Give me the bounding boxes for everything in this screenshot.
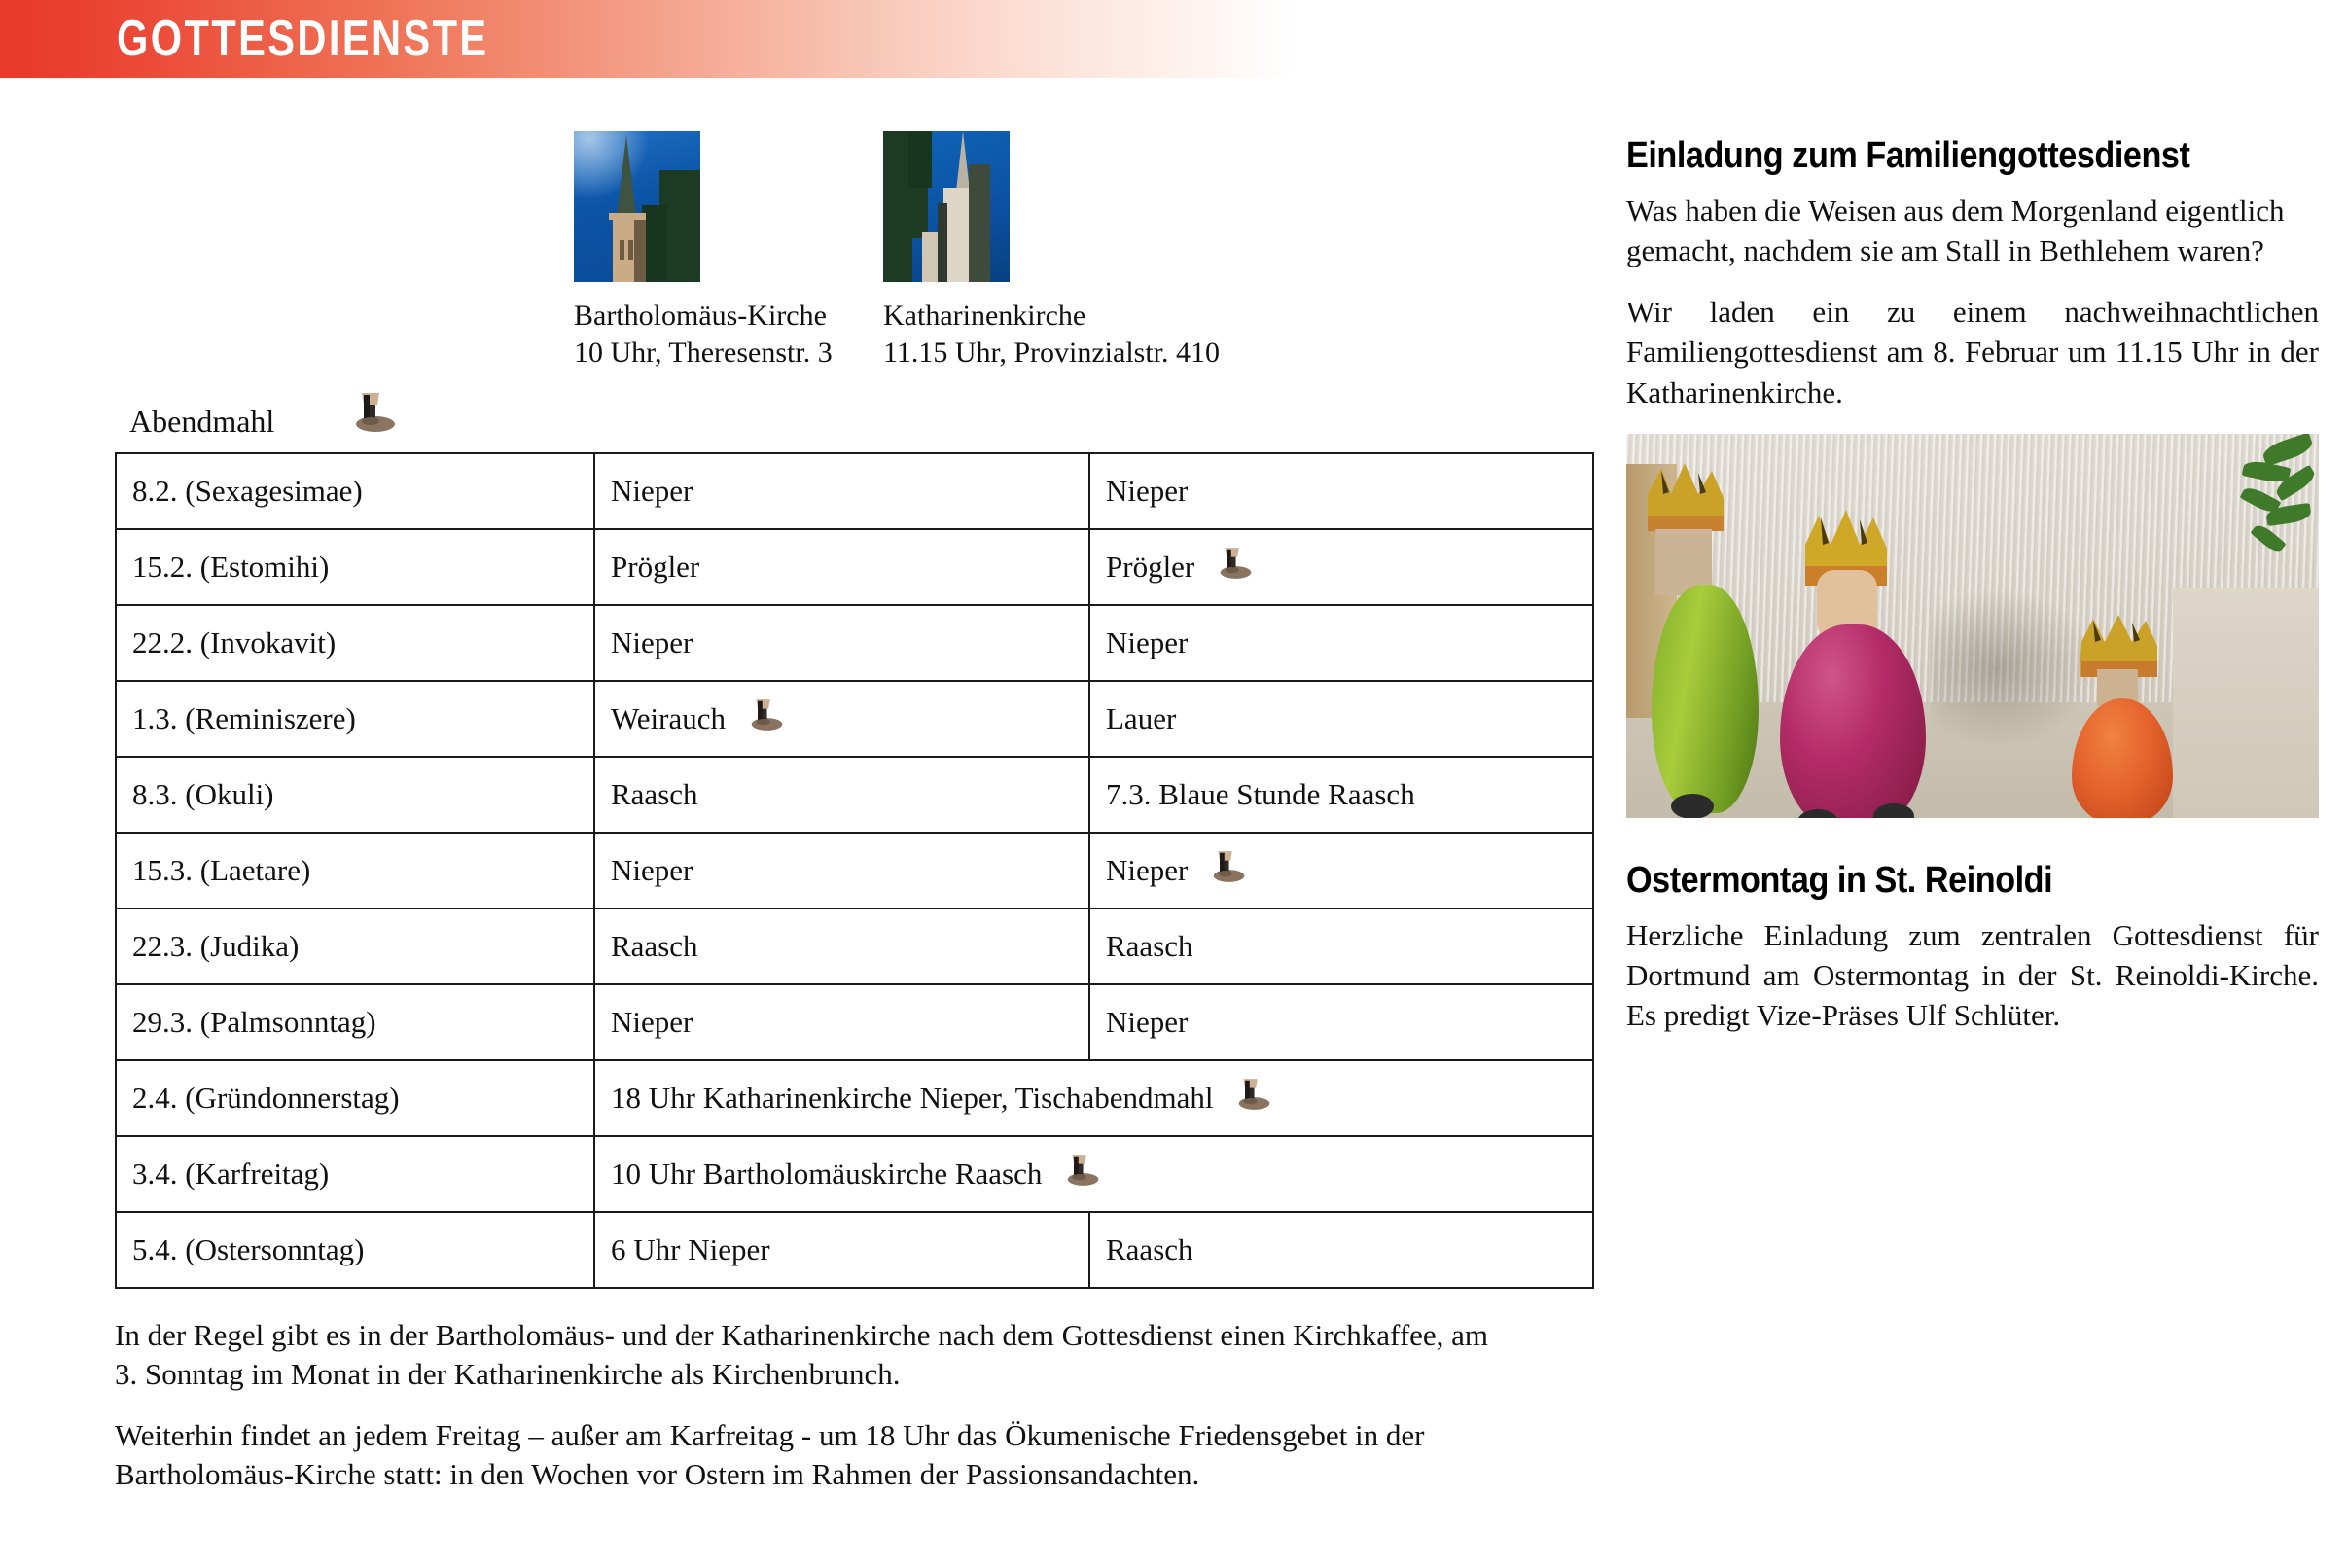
note-friedensgebet: Weiterhin findet an jedem Freitag – außer am Karfreitag - um 18 Uhr das Ökumenische Friedensgebet in der Bartholomäus-Kirche statt: in den Wochen vor Ostern im Rahmen der Passionsandachten. bbox=[115, 1417, 1425, 1491]
service-bartholomaeus-cell bbox=[594, 681, 1089, 757]
service-katharinen-cell bbox=[1089, 605, 1593, 681]
chalice-icon bbox=[1055, 1152, 1100, 1196]
service-date-cell bbox=[116, 909, 594, 984]
table-row bbox=[116, 681, 1593, 757]
service-katharinen-cell bbox=[1089, 984, 1593, 1060]
service-bartholomaeus-cell bbox=[594, 529, 1089, 605]
service-date-cell bbox=[116, 605, 594, 681]
service-katharinen-text: Raasch bbox=[1106, 1232, 1193, 1266]
main-column bbox=[115, 131, 1545, 1515]
service-date-cell bbox=[116, 1136, 594, 1212]
chalice-icon bbox=[739, 696, 784, 741]
table-row bbox=[116, 909, 1593, 984]
service-date: 15.2. (Estomihi) bbox=[132, 550, 330, 584]
service-date-cell bbox=[116, 984, 594, 1060]
note-kirchkaffee: In der Regel gibt es in der Bartholomäus- und der Katharinenkirche nach dem Gottesdienst einen Kirchkaffee, am 3. Sonntag im Monat in der Katharinenkirche als Kirchenbrunch. bbox=[115, 1318, 1489, 1392]
page-title: GOTTESDIENSTE bbox=[117, 11, 489, 67]
service-bartholomaeus-text: Prögler bbox=[611, 550, 700, 584]
service-date-cell bbox=[116, 453, 594, 529]
church-details: 10 Uhr, Theresenstr. 3 bbox=[574, 337, 833, 370]
service-bartholomaeus-cell bbox=[594, 605, 1089, 681]
service-katharinen-text: Raasch bbox=[1106, 929, 1193, 963]
sidebar-paragraph-weisen: Was haben die Weisen aus dem Morgenland eigentlich gemacht, nachdem sie am Stall in Bethlehem waren? bbox=[1626, 193, 2285, 268]
church-name: Katharinenkirche bbox=[883, 300, 1086, 332]
service-katharinen-cell bbox=[1089, 453, 1593, 529]
service-date: 5.4. (Ostersonntag) bbox=[132, 1232, 365, 1266]
service-katharinen-text: Nieper bbox=[1106, 1005, 1189, 1039]
church-name: Bartholomäus-Kirche bbox=[574, 300, 827, 332]
sidebar-column bbox=[1626, 136, 2319, 1056]
service-katharinen-text: Nieper bbox=[1106, 474, 1189, 508]
chalice-icon bbox=[340, 389, 397, 436]
service-katharinen-text: 7.3. Blaue Stunde Raasch bbox=[1106, 777, 1415, 811]
three-wise-men-figurines-photo bbox=[1626, 434, 2319, 818]
service-date-cell bbox=[116, 681, 594, 757]
table-row bbox=[116, 1060, 1593, 1136]
service-katharinen-text: Nieper bbox=[1106, 625, 1189, 659]
service-bartholomaeus-text: Nieper bbox=[611, 625, 693, 659]
table-row bbox=[116, 605, 1593, 681]
service-date: 22.2. (Invokavit) bbox=[132, 625, 337, 659]
service-bartholomaeus-cell bbox=[594, 1212, 1089, 1288]
sidebar-heading-ostermontag: Ostermontag in St. Reinoldi bbox=[1626, 859, 2053, 901]
service-date: 1.3. (Reminiszere) bbox=[132, 701, 356, 735]
chalice-icon bbox=[1201, 848, 1246, 893]
sidebar-heading-familiengottesdienst: Einladung zum Familiengottesdienst bbox=[1626, 135, 2190, 176]
service-merged-text: 18 Uhr Katharinenkirche Nieper, Tischabendmahl bbox=[611, 1081, 1214, 1115]
service-date: 22.3. (Judika) bbox=[132, 929, 300, 963]
service-bartholomaeus-text: Nieper bbox=[611, 853, 693, 887]
chalice-icon bbox=[1227, 1076, 1271, 1121]
table-row bbox=[116, 833, 1593, 909]
service-merged-cell bbox=[594, 1136, 1593, 1212]
sidebar-paragraph-ostermontag: Herzliche Einladung zum zentralen Gottesdienst für Dortmund am Ostermontag in der St. Reinoldi-Kirche. Es predigt Vize-Präses Ulf Schlüter. bbox=[1626, 917, 2319, 1033]
table-row bbox=[116, 1212, 1593, 1288]
service-katharinen-cell bbox=[1089, 833, 1593, 909]
service-katharinen-text: Nieper bbox=[1106, 853, 1189, 887]
service-katharinen-text: Lauer bbox=[1106, 701, 1177, 735]
service-schedule-table bbox=[115, 452, 1594, 1289]
service-bartholomaeus-text: Raasch bbox=[611, 929, 698, 963]
church-details: 11.15 Uhr, Provinzialstr. 410 bbox=[883, 337, 1220, 370]
table-row bbox=[116, 984, 1593, 1060]
service-bartholomaeus-text: Weirauch bbox=[611, 701, 726, 735]
table-row bbox=[116, 453, 1593, 529]
table-row bbox=[116, 529, 1593, 605]
service-bartholomaeus-cell bbox=[594, 757, 1089, 833]
footer-notes bbox=[115, 1316, 1545, 1494]
service-date-cell bbox=[116, 833, 594, 909]
service-date-cell bbox=[116, 529, 594, 605]
service-date: 8.3. (Okuli) bbox=[132, 777, 274, 811]
service-bartholomaeus-cell bbox=[594, 909, 1089, 984]
service-merged-text: 10 Uhr Bartholomäuskirche Raasch bbox=[611, 1157, 1043, 1191]
service-katharinen-cell bbox=[1089, 529, 1593, 605]
service-bartholomaeus-cell bbox=[594, 984, 1089, 1060]
service-date: 3.4. (Karfreitag) bbox=[132, 1157, 330, 1191]
page-header-banner bbox=[0, 0, 1294, 78]
service-bartholomaeus-text: 6 Uhr Nieper bbox=[611, 1232, 770, 1266]
service-katharinen-text: Prögler bbox=[1106, 550, 1195, 584]
service-date-cell bbox=[116, 1212, 594, 1288]
service-date-cell bbox=[116, 1060, 594, 1136]
service-date-cell bbox=[116, 757, 594, 833]
church-katharinen bbox=[883, 131, 1301, 373]
church-caption bbox=[883, 298, 1301, 373]
service-bartholomaeus-text: Raasch bbox=[611, 777, 698, 811]
abendmahl-legend-label: Abendmahl bbox=[129, 404, 275, 439]
service-katharinen-cell bbox=[1089, 1212, 1593, 1288]
service-date: 8.2. (Sexagesimae) bbox=[132, 474, 363, 508]
service-katharinen-cell bbox=[1089, 757, 1593, 833]
service-bartholomaeus-text: Nieper bbox=[611, 1005, 693, 1039]
service-date: 29.3. (Palmsonntag) bbox=[132, 1005, 376, 1039]
table-row bbox=[116, 757, 1593, 833]
service-bartholomaeus-text: Nieper bbox=[611, 474, 693, 508]
chalice-icon bbox=[1208, 545, 1253, 589]
bartholomaeus-church-photo bbox=[574, 131, 700, 282]
service-date: 2.4. (Gründonnerstag) bbox=[132, 1081, 400, 1115]
service-bartholomaeus-cell bbox=[594, 453, 1089, 529]
katharinen-church-photo bbox=[883, 131, 1010, 282]
service-date: 15.3. (Laetare) bbox=[132, 853, 311, 887]
table-row bbox=[116, 1136, 1593, 1212]
service-katharinen-cell bbox=[1089, 909, 1593, 984]
service-merged-cell bbox=[594, 1060, 1593, 1136]
sidebar-paragraph-einladung: Wir laden ein zu einem nachweihnachtlichen Familiengottesdienst am 8. Februar um 11.15 Uhr in der Katharinenkirche. bbox=[1626, 295, 2319, 410]
service-bartholomaeus-cell bbox=[594, 833, 1089, 909]
service-katharinen-cell bbox=[1089, 681, 1593, 757]
church-header-strip bbox=[115, 131, 1545, 452]
